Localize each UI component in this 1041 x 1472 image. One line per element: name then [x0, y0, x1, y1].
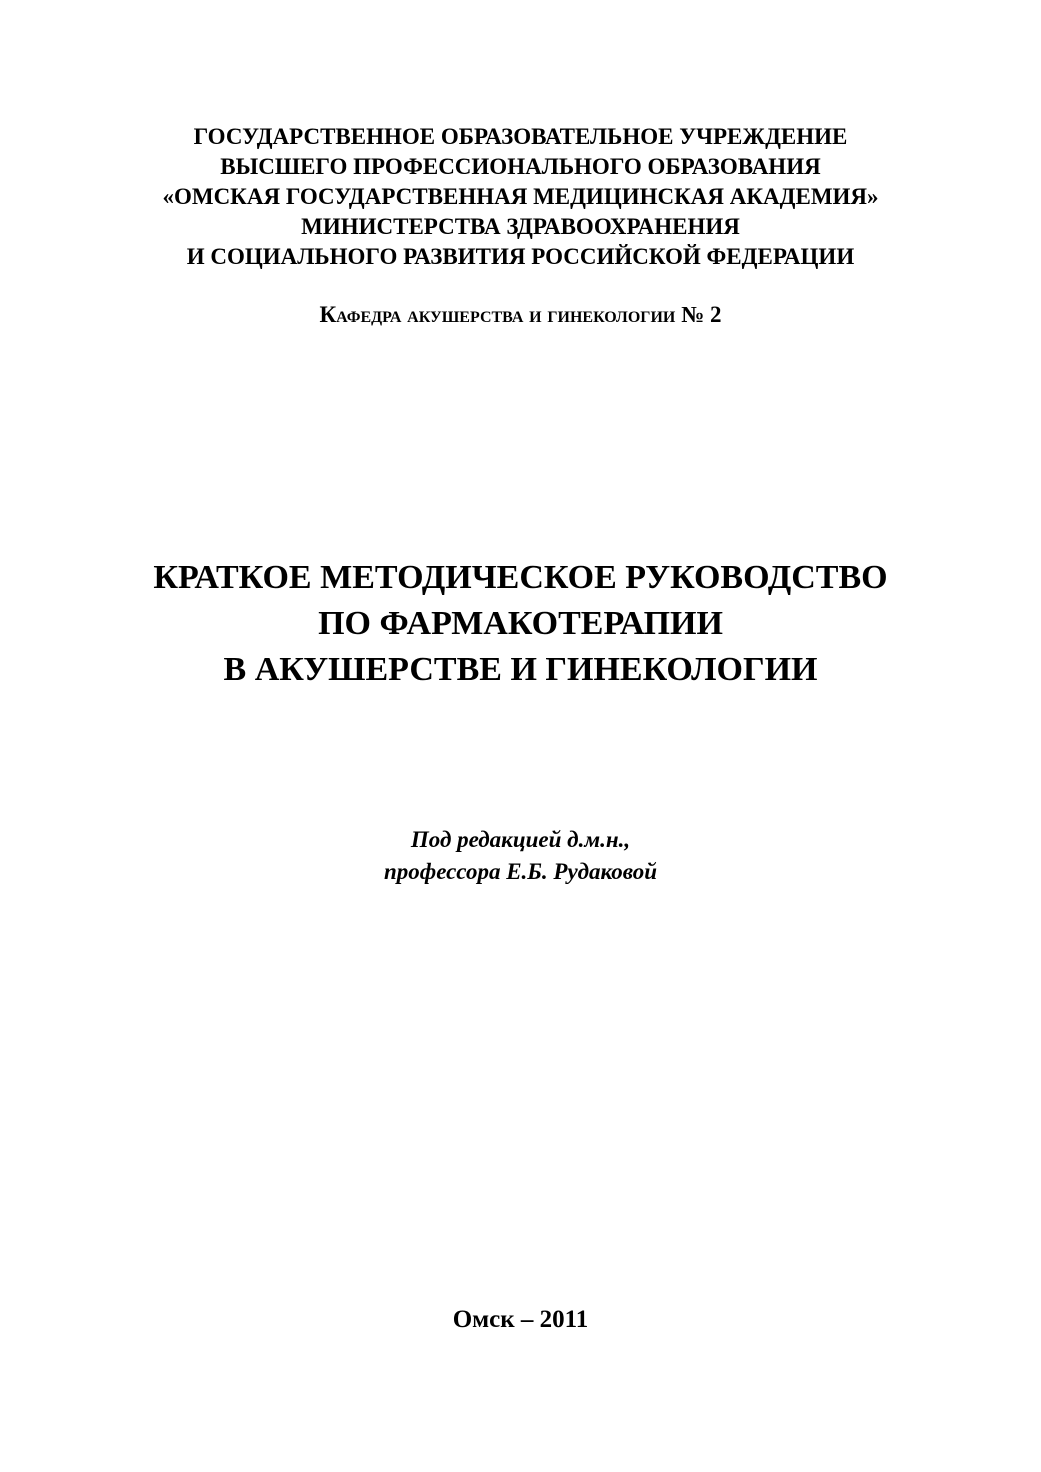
institution-line: ВЫСШЕГО ПРОФЕССИОНАЛЬНОГО ОБРАЗОВАНИЯ: [220, 154, 821, 179]
editor-line: профессора Е.Б. Рудаковой: [383, 859, 658, 884]
department-name: Кафедра акушерства и гинекологии № 2: [319, 302, 722, 327]
institution-line: МИНИСТЕРСТВА ЗДРАВООХРАНЕНИЯ: [301, 214, 740, 239]
editor-line: Под редакцией д.м.н.,: [410, 827, 631, 852]
title-line: КРАТКОЕ МЕТОДИЧЕСКОЕ РУКОВОДСТВО: [153, 559, 888, 596]
title-line: ПО ФАРМАКОТЕРАПИИ: [318, 605, 723, 642]
place-and-year: Омск – 2011: [452, 1306, 589, 1333]
document-title: [0, 555, 1041, 693]
institution-line: ГОСУДАРСТВЕННОЕ ОБРАЗОВАТЕЛЬНОЕ УЧРЕЖДЕНИЕ: [193, 124, 848, 149]
institution-line: И СОЦИАЛЬНОГО РАЗВИТИЯ РОССИЙСКОЙ ФЕДЕРАЦИИ: [186, 244, 855, 269]
institution-line: «ОМСКАЯ ГОСУДАРСТВЕННАЯ МЕДИЦИНСКАЯ АКАДЕМИЯ»: [162, 184, 879, 209]
editor-credit: [0, 824, 1041, 888]
institution-header: [0, 122, 1041, 272]
title-line: В АКУШЕРСТВЕ И ГИНЕКОЛОГИИ: [223, 651, 818, 688]
